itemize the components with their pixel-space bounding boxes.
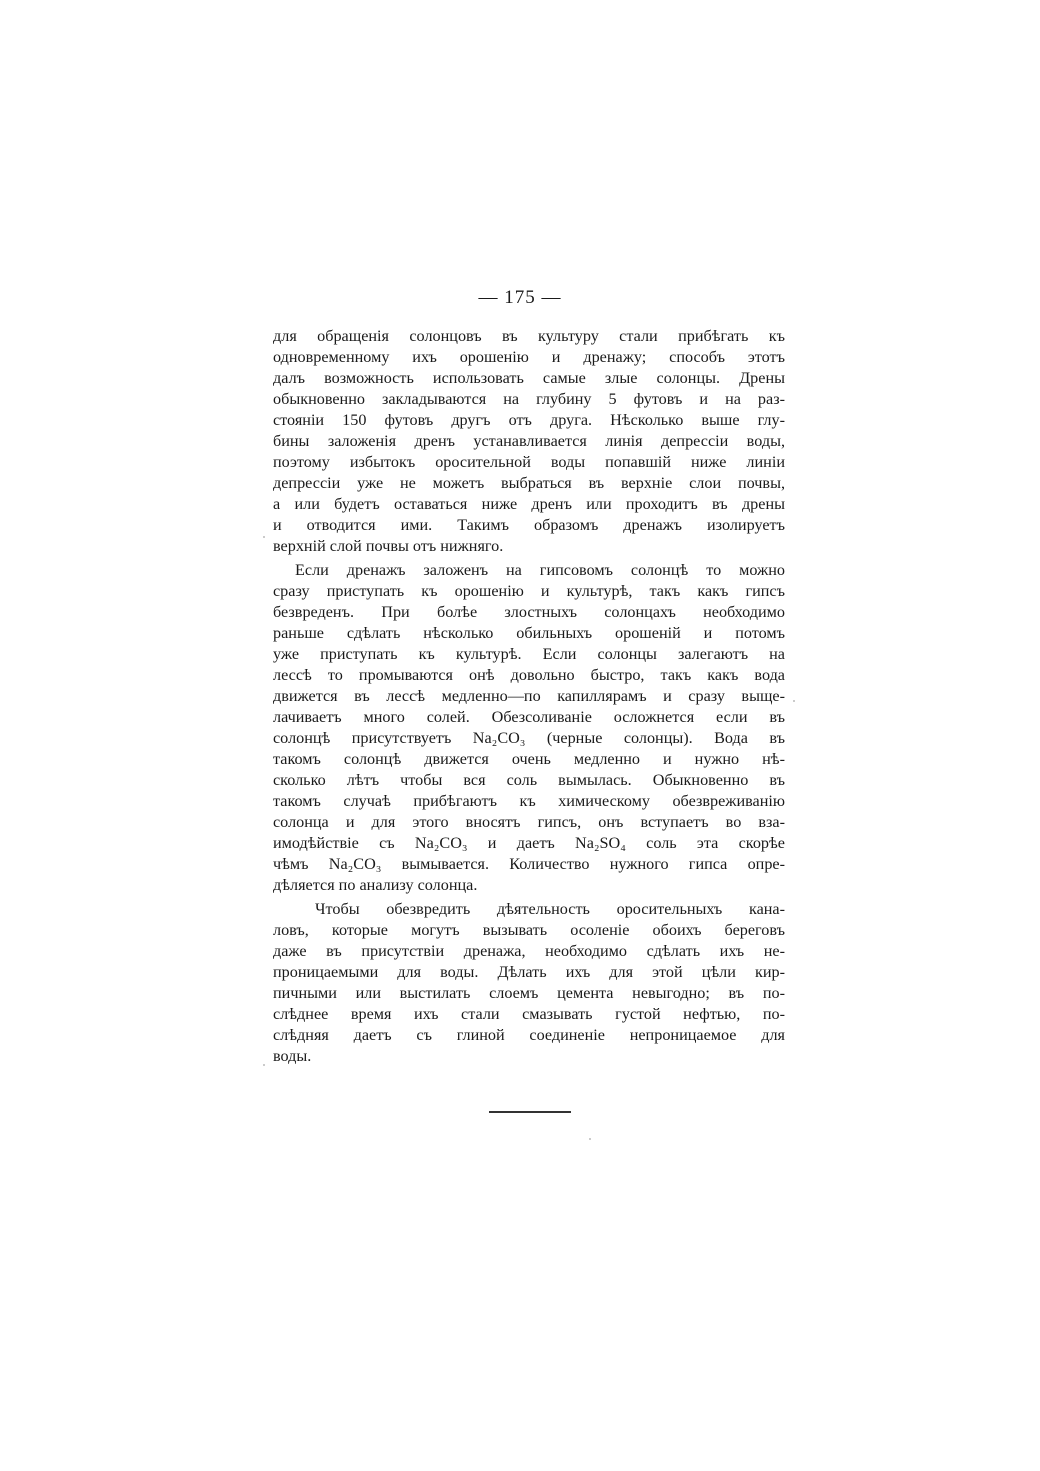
text-line: бины заложенія дренъ устанавливается линія депрессіи воды, (273, 432, 785, 450)
text-line: уже приступать къ культурѣ. Если солонцы залегаютъ на (273, 645, 785, 663)
text-line: раньше сдѣлать нѣсколько обильныхъ орошеній и потомъ (273, 624, 785, 642)
text-line: движется въ лессѣ медленно—по капиллярамъ и сразу выще- (273, 687, 785, 705)
text-line: и отводится ими. Такимъ образомъ дренажъ изолируетъ (273, 516, 785, 534)
text-line: имодѣйствіе съ Na₂CO₃ и даетъ Na₂SO₄ соль эта скорѣе (273, 834, 785, 852)
text-line: для обращенія солонцовъ въ культуру стали прибѣгать къ (273, 327, 785, 345)
text-line: лачиваетъ много солей. Обезсоливаніе осложнется если въ (273, 708, 785, 726)
text-line: Чтобы обезвредить дѣятельность оросительныхъ кана- (315, 900, 785, 918)
scan-speck (263, 1064, 265, 1066)
text-line: слѣднее время ихъ стали смазывать густой нефтью, по- (273, 1005, 785, 1023)
text-line: ловъ, которые могутъ вызывать осоленіе обоихъ береговъ (273, 921, 785, 939)
text-line: слѣдняя даетъ съ глиной соединеніе непроницаемое для (273, 1026, 785, 1044)
text-line: солонцѣ присутствуетъ Na₂CO₃ (черные солонцы). Вода въ (273, 729, 785, 747)
paragraph-1 (273, 326, 785, 557)
paragraph-3 (273, 899, 785, 1067)
text-line: депрессіи уже не можетъ выбраться въ верхніе слои почвы, (273, 474, 785, 492)
text-line: солонца и для этого вносятъ гипсъ, онъ вступаетъ во вза- (273, 813, 785, 831)
text-line: Если дренажъ заложенъ на гипсовомъ солонцѣ то можно (295, 561, 785, 579)
scan-speck (793, 700, 795, 702)
paragraph-2 (273, 560, 785, 896)
text-line: лессѣ то промываются онѣ довольно быстро, такъ какъ вода (273, 666, 785, 684)
text-line: чѣмъ Na₂CO₃ вымывается. Количество нужного гипса опре- (273, 855, 785, 873)
scan-speck (263, 536, 265, 538)
text-line: такомъ случаѣ прибѣгаютъ къ химическому обезвреживанію (273, 792, 785, 810)
text-line: дѣляется по анализу солонца. (273, 876, 478, 894)
page-number: — 175 — (478, 287, 562, 308)
text-line: сколько лѣтъ чтобы вся соль вымылась. Обыкновенно въ (273, 771, 785, 789)
text-line: поэтому избытокъ оросительной воды попавшій ниже линіи (273, 453, 785, 471)
text-line: сразу приступать къ орошенію и культурѣ, такъ какъ гипсъ (273, 582, 785, 600)
text-line: безвреденъ. При болѣе злостныхъ солонцахъ необходимо (273, 603, 785, 621)
body-text (273, 326, 785, 1067)
text-line: стояніи 150 футовъ другъ отъ друга. Нѣсколько выше глу- (273, 411, 785, 429)
text-line: далъ возможность использовать самые злые солонцы. Дрены (273, 369, 785, 387)
text-line: проницаемыми для воды. Дѣлать ихъ для этой цѣли кир- (273, 963, 785, 981)
text-line: воды. (273, 1047, 312, 1065)
scan-speck (589, 1138, 591, 1140)
text-line: обыкновенно закладываются на глубину 5 футовъ и на раз- (273, 390, 785, 408)
text-line: пичными или выстилать слоемъ цемента невыгодно; въ по- (273, 984, 785, 1002)
text-line: даже въ присутствіи дренажа, необходимо сдѣлать ихъ не- (273, 942, 785, 960)
text-line: одновременному ихъ орошенію и дренажу; способъ этотъ (273, 348, 785, 366)
text-line: а или будетъ оставаться ниже дренъ или проходитъ въ дрены (273, 495, 785, 513)
text-line: верхній слой почвы отъ нижняго. (273, 537, 504, 555)
end-rule (489, 1111, 571, 1113)
text-line: такомъ солонцѣ движется очень медленно и нужно нѣ- (273, 750, 785, 768)
